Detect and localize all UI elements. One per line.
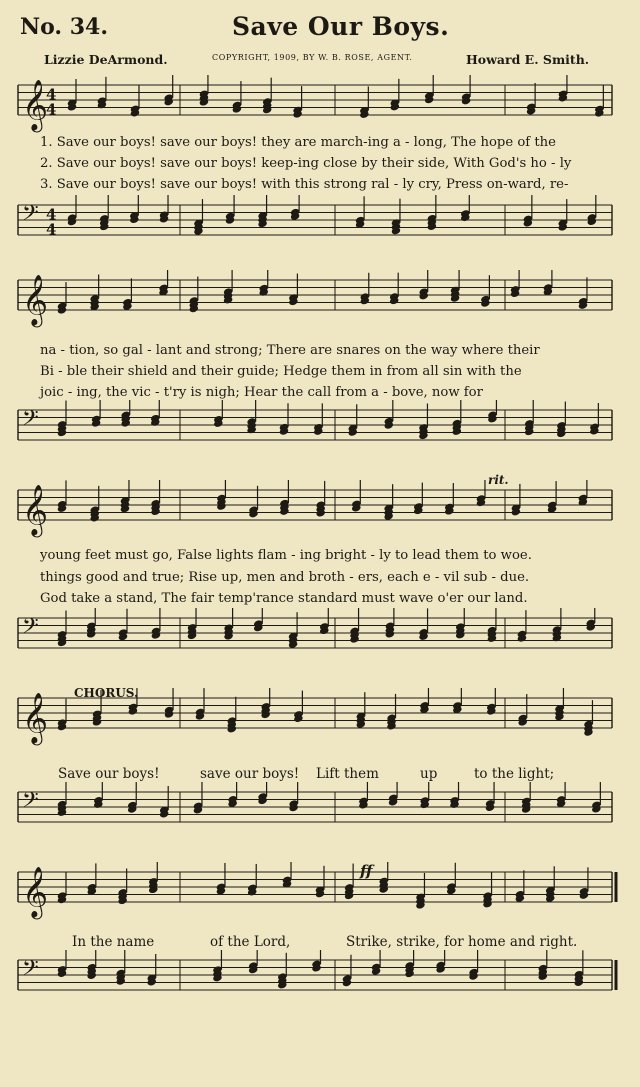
note-chord — [277, 953, 287, 990]
note-chord — [524, 400, 534, 436]
note-chord — [130, 85, 140, 118]
note-chord — [347, 404, 357, 437]
bass-staff — [0, 608, 640, 670]
note-chord — [315, 481, 325, 518]
note-chord — [452, 400, 462, 436]
note-chord — [468, 950, 478, 981]
note-chord — [158, 270, 168, 297]
note-chord — [227, 697, 237, 734]
chorus-lyric: of the Lord, — [210, 934, 291, 950]
note-chord — [556, 401, 566, 438]
treble-clef-icon: 𝄞 — [22, 866, 49, 918]
note-chord — [288, 274, 298, 307]
note-chord — [159, 786, 169, 819]
note-chord — [90, 486, 100, 523]
note-chord — [413, 483, 423, 516]
note-chord — [543, 270, 553, 296]
time-signature-bottom: 4 — [46, 100, 57, 119]
note-chord — [279, 403, 289, 436]
note-chord — [511, 484, 521, 517]
note-chord — [360, 273, 370, 306]
treble-staff — [0, 480, 640, 540]
note-chord — [315, 866, 325, 899]
bass-staff — [0, 782, 640, 846]
note-chord — [293, 691, 303, 724]
chorus-lyric: Lift them — [316, 766, 379, 782]
note-chord — [151, 608, 161, 640]
note-chord — [159, 195, 169, 224]
note-chord — [164, 688, 174, 719]
note-chord — [418, 270, 428, 300]
note-chord — [57, 282, 67, 315]
note-chord — [128, 688, 138, 716]
note-chord — [86, 950, 96, 980]
hymn-number: No. 34. — [20, 14, 108, 40]
chorus-label: CHORUS. — [74, 686, 139, 700]
note-chord — [518, 694, 528, 727]
note-chord — [292, 86, 302, 119]
note-chord — [193, 782, 203, 815]
note-chord — [385, 608, 395, 639]
note-chord — [418, 608, 428, 641]
note-chord — [452, 688, 462, 714]
treble-clef-icon: 𝄞 — [22, 274, 49, 326]
note-chord — [587, 195, 597, 226]
note-chord — [57, 950, 67, 978]
note-chord — [127, 782, 137, 814]
lyricist-credit: Lizzie DeArmond. — [44, 52, 168, 67]
note-chord — [449, 782, 459, 809]
note-chord — [311, 950, 321, 973]
note-chord — [419, 782, 429, 809]
note-chord — [86, 608, 96, 639]
note-chord — [319, 608, 329, 635]
note-chord — [424, 75, 434, 104]
note-chord — [461, 75, 471, 105]
note-chord — [517, 610, 527, 643]
chorus-lyric: to the light; — [474, 766, 555, 782]
note-chord — [435, 950, 445, 974]
bass-clef-icon: 𝄢 — [22, 613, 39, 644]
treble-staff — [0, 688, 640, 768]
note-chord — [288, 782, 298, 812]
note-chord — [121, 400, 131, 428]
note-chord — [313, 403, 323, 436]
bass-staff — [0, 950, 640, 1030]
note-chord — [589, 403, 599, 436]
note-chord — [371, 950, 381, 976]
treble-staff — [0, 862, 640, 934]
note-chord — [57, 401, 67, 438]
chorus-lyric: up — [420, 766, 438, 782]
bass-staff — [0, 195, 640, 255]
lyric-verse-2: Bi - ble their shield and their guide; Hedge them in from all sin with the — [40, 364, 522, 379]
treble-clef-icon: 𝄞 — [22, 692, 49, 744]
note-chord — [486, 688, 496, 716]
treble-clef-icon: 𝄞 — [22, 79, 49, 131]
note-chord — [282, 862, 292, 889]
note-chord — [253, 608, 263, 632]
note-chord — [444, 483, 454, 516]
note-chord — [384, 400, 394, 430]
note-chord — [67, 195, 77, 226]
chorus-lyric: Strike, strike, for home and right. — [346, 934, 578, 950]
lyric-verse-3: 3. Save our boys! save our boys! with this strong ral - ly cry, Press on-ward, re- — [40, 177, 569, 192]
note-chord — [290, 195, 300, 221]
note-chord — [485, 782, 495, 812]
note-chord — [260, 688, 270, 719]
note-chord — [388, 782, 398, 807]
note-chord — [99, 195, 109, 231]
note-chord — [93, 782, 103, 809]
note-chord — [487, 400, 497, 424]
note-chord — [195, 688, 205, 721]
note-chord — [455, 608, 465, 640]
note-chord — [91, 400, 101, 428]
note-chord — [248, 950, 258, 974]
treble-clef-icon: 𝄞 — [22, 484, 49, 536]
note-chord — [404, 950, 414, 978]
note-chord — [57, 611, 67, 648]
note-chord — [150, 400, 160, 427]
time-signature-bottom: 4 — [46, 220, 57, 239]
note-chord — [129, 195, 139, 224]
note-chord — [97, 77, 107, 110]
note-chord — [523, 195, 533, 228]
note-chord — [216, 480, 226, 511]
note-chord — [262, 78, 272, 115]
note-chord — [586, 608, 596, 632]
note-chord — [476, 480, 486, 507]
note-chord — [460, 195, 470, 222]
note-chord — [257, 782, 267, 805]
note-chord — [227, 782, 237, 808]
note-chord — [187, 608, 197, 640]
lyric-verse-1: 1. Save our boys! save our boys! they are march-ing a - long, The hope of the — [40, 135, 556, 150]
chorus-lyric: save our boys! — [200, 766, 300, 782]
note-chord — [578, 480, 588, 507]
note-chord — [526, 83, 536, 116]
note-chord — [92, 690, 102, 727]
note-chord — [450, 270, 460, 303]
time-signature-top: 4 — [46, 85, 57, 104]
lyric-verse-1: na - tion, so gal - lant and strong; There are snares on the way where their — [40, 343, 540, 358]
note-chord — [57, 872, 67, 905]
note-chord — [379, 862, 389, 894]
note-chord — [259, 270, 269, 297]
lyric-verse-2: 2. Save our boys! save our boys! keep-ing close by their side, With God's ho - ly — [40, 156, 572, 171]
note-chord — [163, 75, 173, 106]
note-chord — [257, 195, 267, 228]
treble-staff — [0, 75, 640, 135]
note-chord — [386, 694, 396, 731]
lyric-verse-3: God take a stand, The fair temp'rance standard must wave o'er our land. — [40, 591, 528, 606]
note-chord — [57, 480, 67, 513]
note-chord — [594, 85, 604, 118]
note-chord — [57, 699, 67, 732]
note-chord — [558, 75, 568, 103]
note-chord — [147, 954, 157, 987]
bass-clef-icon: 𝄢 — [22, 200, 39, 231]
note-chord — [199, 75, 209, 107]
note-chord — [358, 782, 368, 810]
bass-staff — [0, 400, 640, 465]
note-chord — [521, 782, 531, 814]
note-chord — [554, 688, 564, 721]
note-chord — [415, 873, 425, 910]
hymn-title: Save Our Boys. — [232, 12, 450, 41]
note-chord — [558, 199, 568, 232]
note-chord — [482, 872, 492, 909]
lyric-verse-1: young feet must go, False lights flam - ing bright - ly to lead them to woe. — [40, 548, 532, 563]
bass-clef-icon: 𝄢 — [22, 787, 39, 818]
note-chord — [591, 782, 601, 814]
forte-mark: ff — [360, 862, 373, 880]
note-chord — [419, 688, 429, 714]
note-chord — [574, 950, 584, 987]
note-chord — [538, 950, 548, 981]
ritardando-mark: rit. — [488, 473, 509, 487]
note-chord — [389, 273, 399, 306]
copyright-notice: COPYRIGHT, 1909, BY W. B. ROSE, AGENT. — [212, 53, 413, 62]
note-chord — [344, 864, 354, 901]
note-chord — [67, 79, 77, 112]
note-chord — [359, 86, 369, 119]
time-signature-top: 4 — [46, 205, 57, 224]
note-chord — [248, 486, 258, 519]
note-chord — [427, 195, 437, 231]
note-chord — [390, 79, 400, 112]
note-chord — [225, 195, 235, 225]
bass-clef-icon: 𝄢 — [22, 955, 39, 986]
treble-staff — [0, 270, 640, 335]
bass-clef-icon: 𝄢 — [22, 405, 39, 436]
note-chord — [351, 480, 361, 513]
lyric-verse-2: things good and true; Rise up, men and broth - ers, each e - vil sub - due. — [40, 570, 530, 585]
note-chord — [510, 270, 520, 298]
note-chord — [391, 199, 401, 236]
note-chord — [213, 400, 223, 428]
note-chord — [247, 864, 257, 897]
note-chord — [418, 403, 428, 440]
lyric-verse-3: joic - ing, the vic - t'ry is nigh; Hear the call from a - bove, now for — [40, 385, 483, 400]
note-chord — [148, 862, 158, 894]
composer-credit: Howard E. Smith. — [466, 52, 590, 67]
note-chord — [232, 81, 242, 114]
chorus-lyric: Save our boys! — [58, 766, 160, 782]
note-chord — [212, 950, 222, 982]
note-chord — [223, 608, 233, 641]
note-chord — [150, 480, 160, 516]
note-chord — [556, 782, 566, 808]
note-chord — [120, 480, 130, 513]
note-chord — [578, 277, 588, 310]
chorus-lyric: In the name — [72, 934, 155, 950]
